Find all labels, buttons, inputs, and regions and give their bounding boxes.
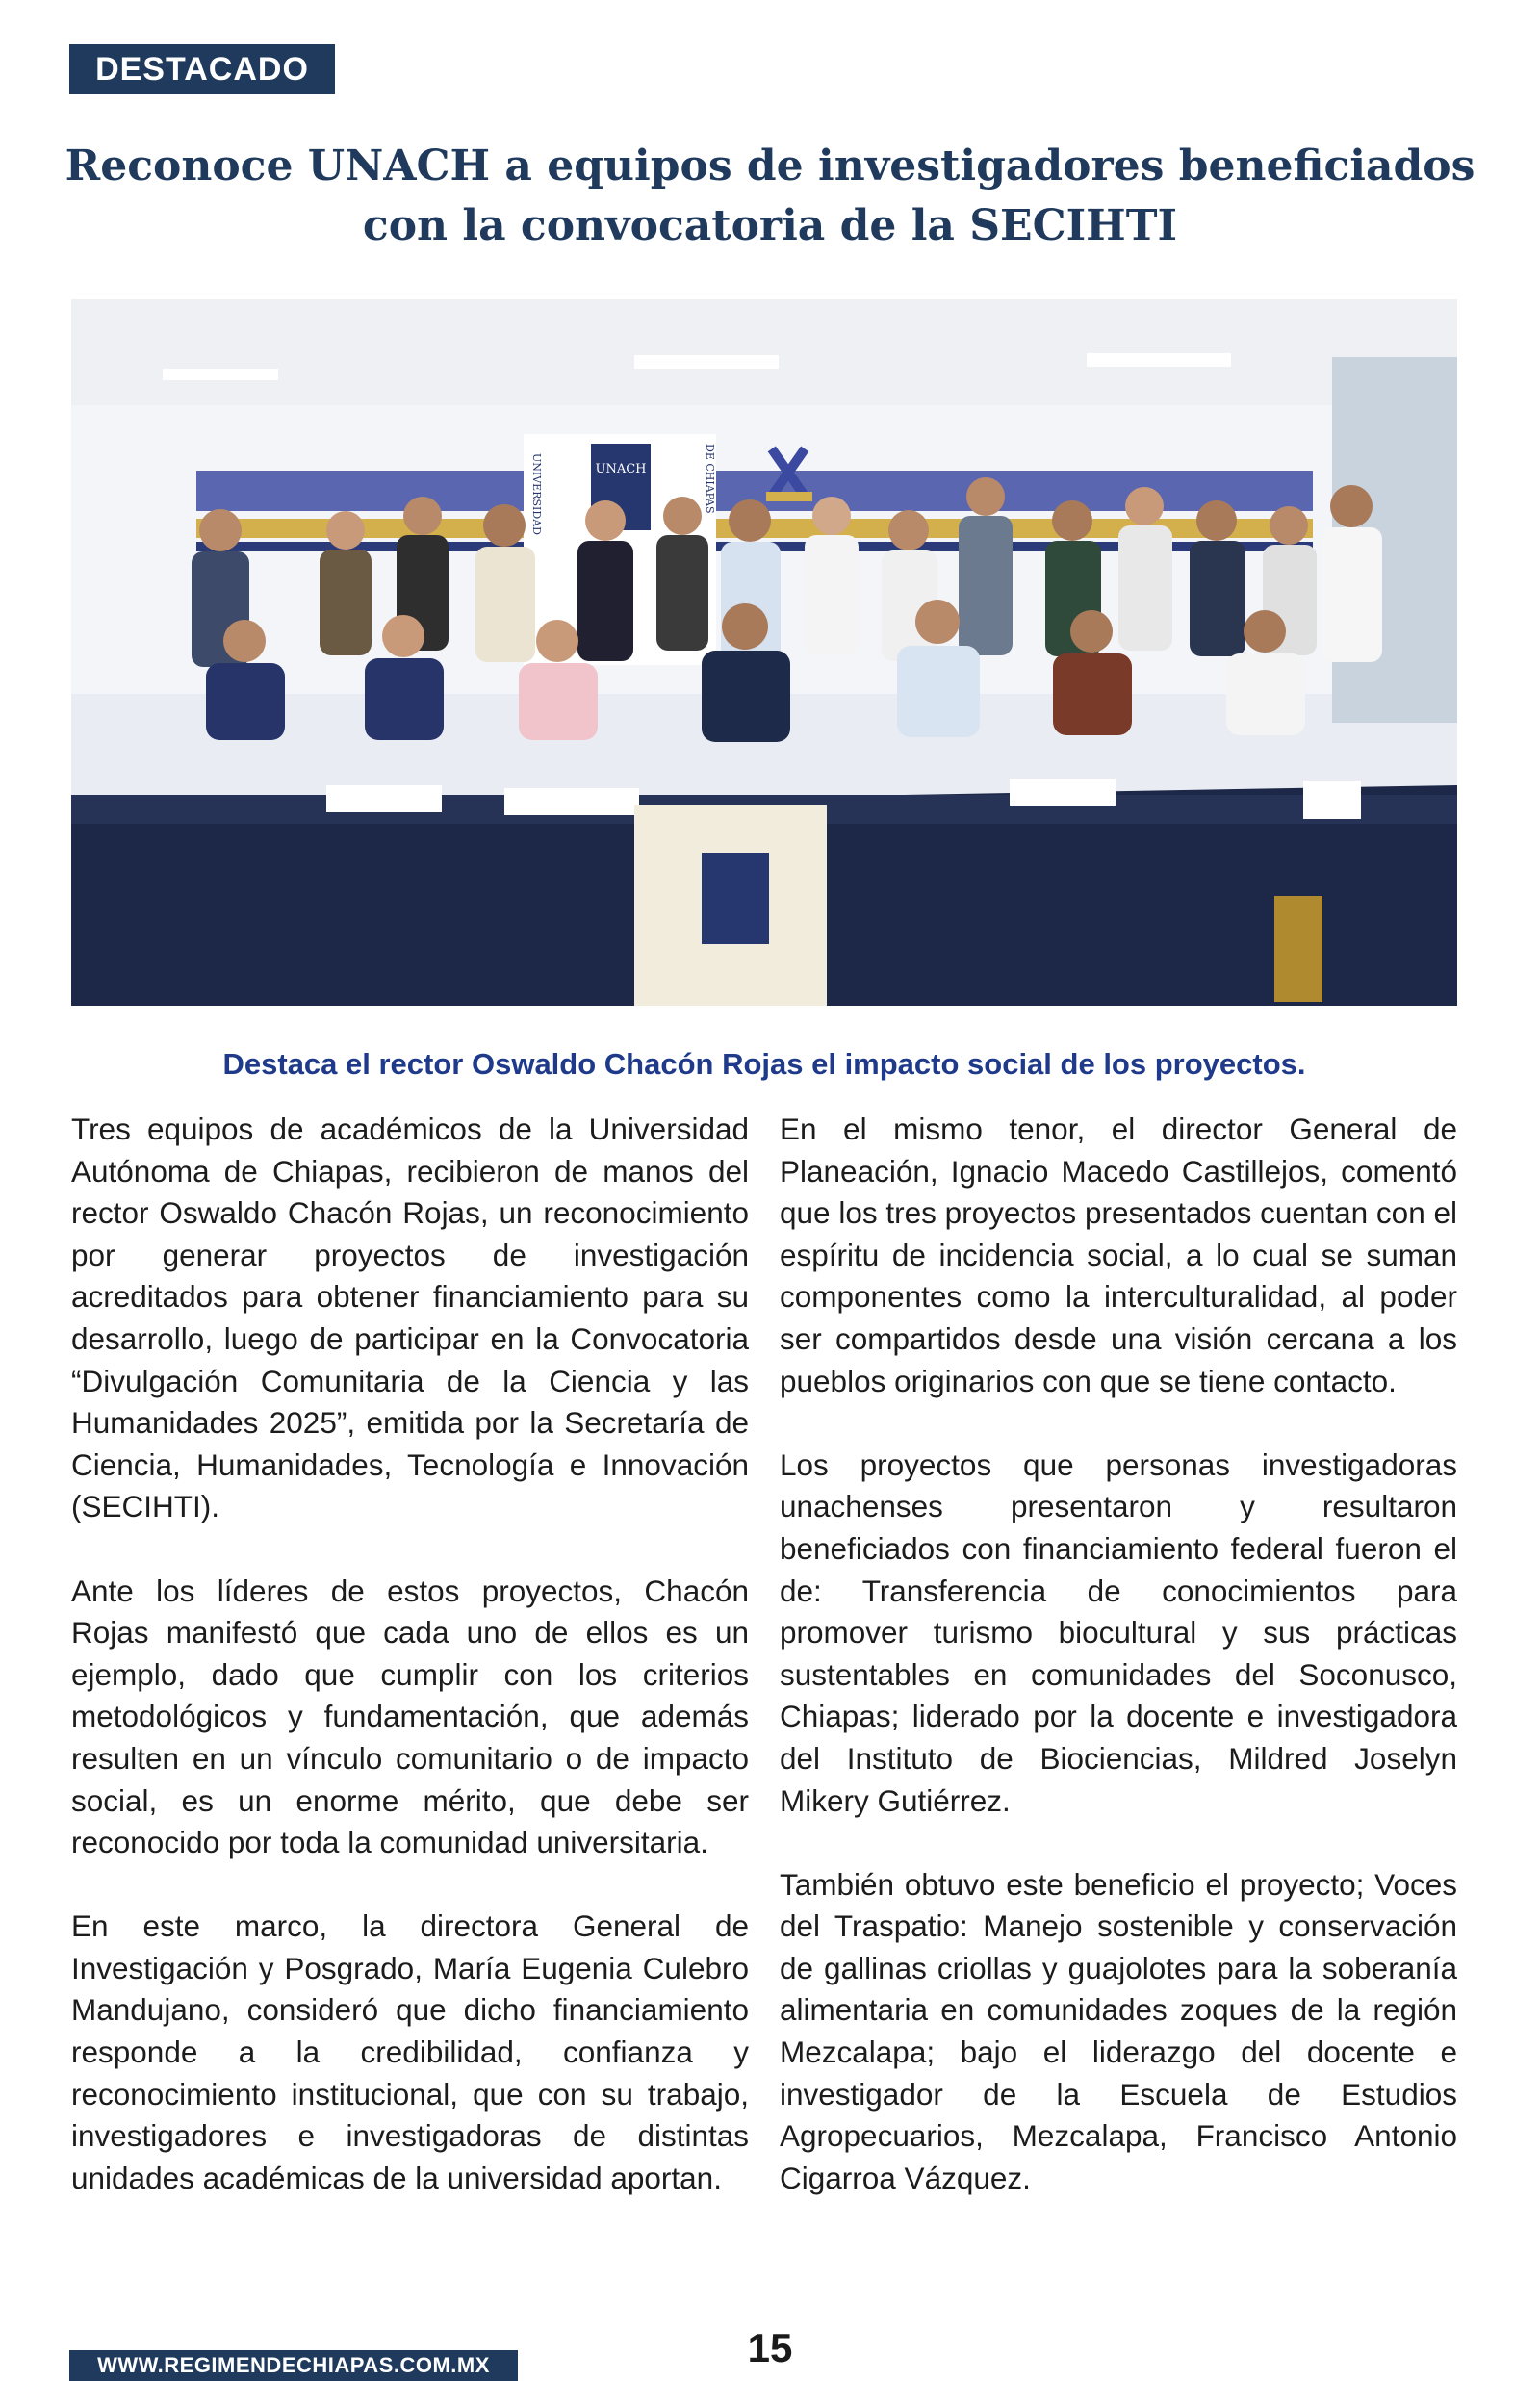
paragraph: Ante los líderes de estos proyectos, Chacón Rojas manifestó que cada uno de ellos es un ejemplo, dado que cumplir con los criterios metodológicos y fundamentación, que además resulten en un vínculo comunitario o de impacto social, es un enorme mérito, que debe ser reconocido por toda la comunidad universitaria. <box>71 1573 749 1860</box>
paragraph: En el mismo tenor, el director General de Planeación, Ignacio Macedo Castillejos, comentó que los tres proyectos presentados cuentan con el espíritu de incidencia social, a lo cual se suman componentes como la interculturalidad, al poder ser compartidos desde una visión cercana a los pueblos originarios con que se tiene contacto. <box>780 1112 1457 1398</box>
headline-line-2: con la convocatoria de la SECIHTI <box>362 201 1178 250</box>
group-photo <box>71 299 1457 1006</box>
article-column-left <box>71 1109 749 2241</box>
paragraph: También obtuvo este beneficio el proyecto; Voces del Traspatio: Manejo sostenible y conservación de gallinas criollas y guajolotes para la soberanía alimentaria en comunidades zoques de la región Mezcalapa; bajo el liderazgo del docente e investigador de la Escuela de Estudios Agropecuarios, Mezcalapa, Francisco Antonio Cigarroa Vázquez. <box>780 1866 1457 2195</box>
page-number: 15 <box>747 2325 793 2370</box>
banner-right-text: DE CHIAPAS <box>704 444 716 514</box>
section-tag: DESTACADO <box>69 44 335 94</box>
group-photo-image <box>71 299 1457 1006</box>
paragraph: Tres equipos de académicos de la Universidad Autónoma de Chiapas, recibieron de manos del rector Oswaldo Chacón Rojas, un reconocimiento por generar proyectos de investigación acreditados para obtener financiamiento para su desarrollo, luego de participar en la Convocatoria “Divulgación Comunitaria de la Ciencia y las Humanidades 2025”, emitida por la Secretaría de Ciencia, Humanidades, Tecnología e Innovación (SECIHTI). <box>71 1112 749 1524</box>
banner-logo-text: UNACH <box>595 462 647 476</box>
article-headline <box>58 137 1482 256</box>
banner-left-text: UNIVERSIDAD <box>530 453 543 535</box>
photo-caption: Destaca el rector Oswaldo Chacón Rojas el impacto social de los proyectos. <box>222 1047 1306 1081</box>
website-url[interactable]: WWW.REGIMENDECHIAPAS.COM.MX <box>69 2350 518 2381</box>
headline-line-1: Reconoce UNACH a equipos de investigadores beneficiados <box>64 141 1476 191</box>
paragraph: En este marco, la directora General de Investigación y Posgrado, María Eugenia Culebro Mandujano, consideró que dicho financiamiento responde a la credibilidad, confianza y reconocimiento institucional, que con su trabajo, investigadores e investigadoras de distintas unidades académicas de la universidad aportan. <box>71 1908 749 2195</box>
article-column-right <box>780 1109 1457 2241</box>
paragraph: Los proyectos que personas investigadoras unachenses presentaron y resultaron beneficiados con financiamiento federal fueron el de: Transferencia de conocimientos para promover turismo biocultural y sus prácticas sustentables en comunidades del Soconusco, Chiapas; liderado por la docente e investigadora del Instituto de Biociencias, Mildred Joselyn Mikery Gutiérrez. <box>780 1447 1457 1818</box>
